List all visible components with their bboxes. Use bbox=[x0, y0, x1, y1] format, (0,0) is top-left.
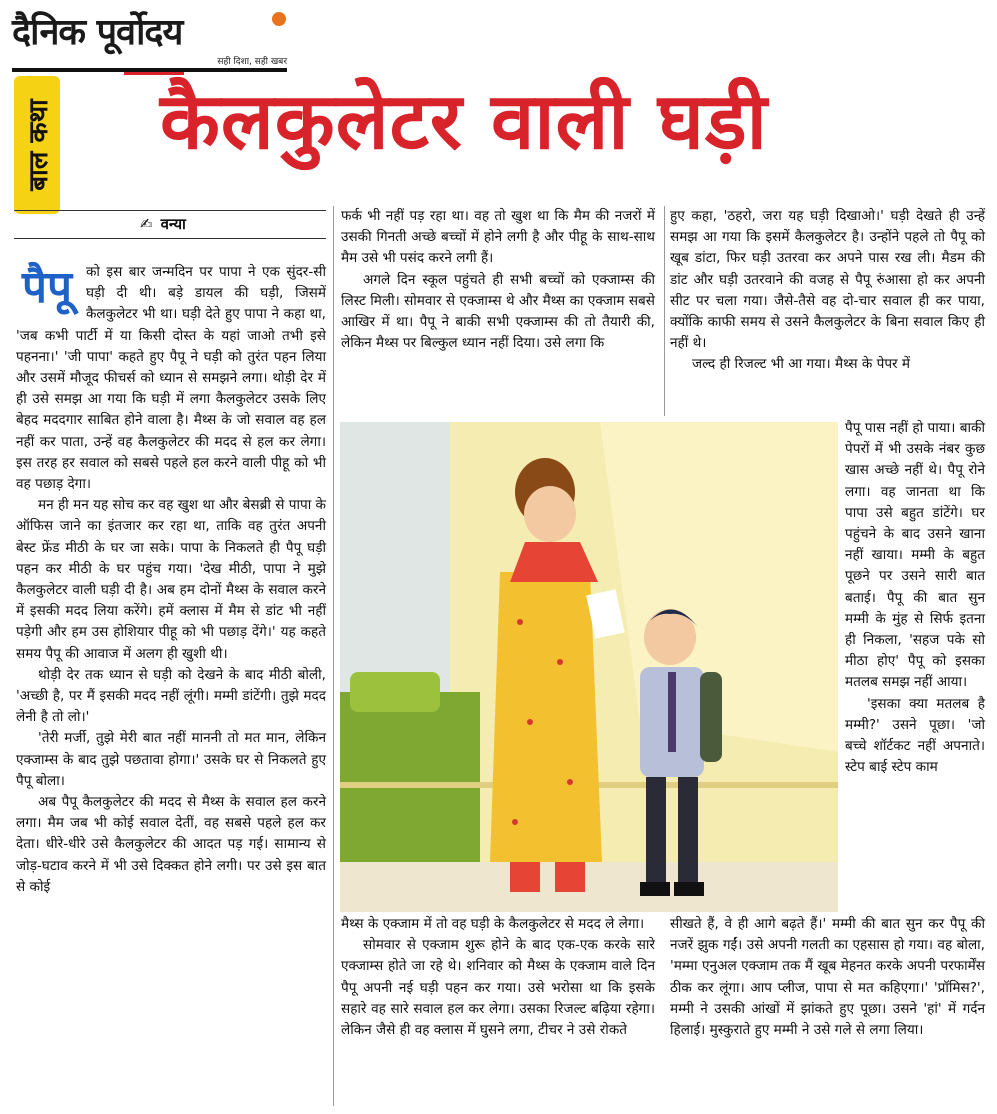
paragraph-5: अब पैपू कैलकुलेटर की मदद से मैथ्स के सवाल हल करने लगा। मैम जब भी कोई सवाल देतीं, वह सबसे पहले हल कर देता। धीरे-धीरे उसे कैलकुलेटर की आदत पड़ गई। सामान्य से जोड़-घटाव करने में भी उसे दिक्कत होने लगी। पर उसे इस बात से कोई bbox=[16, 794, 326, 895]
column-3-side bbox=[845, 418, 985, 778]
pen-icon: ✍ bbox=[140, 215, 153, 233]
paragraph-14: सीखते हैं, वे ही आगे बढ़ते हैं।' मम्मी की बात सुन कर पैपू की नजरें झुक गईं। उसे अपनी गलती का एहसास हो गया। वह बोला, 'मम्मा एनुअल एक्जाम तक मैं खूब मेहनत करके अपनी परफार्मेंस ठीक कर लूंगा। आप प्लीज, पापा से मत कहिएगा।' 'प्रॉमिस?', मम्मी ने उसकी आंखों में झांकते हुए पूछा। उसने 'हां' में गर्दन हिलाई। मुस्कुराते हुए मम्मी ने उसे गले से लगा लिया। bbox=[670, 916, 985, 1039]
column-divider-1 bbox=[333, 206, 334, 1106]
column-divider-2 bbox=[664, 206, 665, 416]
byline-bottom-rule bbox=[14, 238, 326, 239]
paragraph-13: सोमवार से एक्जाम शुरू होने के बाद एक-एक करके सारे एक्जाम्स होते जा रहे थे। शनिवार को मैथ्स के एक्जाम वाले दिन पैपू अपनी नई घड़ी पहन कर गया। उसे भरोसा था कि इसके सहारे वह सारे सवाल हल कर लेगा। उसका रिजल्ट बढ़िया रहेगा। लेकिन जैसे ही वह क्लास में घुसने लगा, टीचर ने उसे रोकते bbox=[341, 937, 655, 1039]
column-3-top bbox=[670, 206, 985, 376]
byline bbox=[140, 214, 186, 234]
section-tab bbox=[14, 76, 60, 214]
masthead-logo-dot bbox=[272, 12, 286, 26]
paragraph-2: मन ही मन यह सोच कर वह खुश था और बेसब्री से पापा के ऑफिस जाने का इंतजार कर रहा था, ताकि वह तुरंत अपनी बेस्ट फ्रेंड मीठी के घर जा सके। पापा के निकलते ही पैपू घड़ी पहन कर मीठी के घर पहुंच गया। 'देख मीठी, पापा ने मुझे कैलकुलेटर वाली घड़ी दी है। अब हम दोनों मैथ्स के सवाल करने में इसकी मदद लिया करेंगे। हमें क्लास में मैम से डांट भी नहीं पड़ेगी और हम उस होशियार पीहू को भी पछाड़ देंगे।' यह कहते समय पैपू की आवाज में अलग ही खुशी थी। bbox=[16, 497, 326, 662]
byline-author: वन्या bbox=[160, 215, 186, 233]
paragraph-12: मैथ्स के एक्जाम में तो वह घड़ी के कैलकुलेटर से मदद ले लेगा। bbox=[341, 916, 645, 932]
column-3-bottom bbox=[670, 914, 985, 1041]
byline-top-rule bbox=[14, 210, 326, 211]
column-2-bottom bbox=[341, 914, 655, 1041]
paragraph-8: हुए कहा, 'ठहरो, जरा यह घड़ी दिखाओ।' घड़ी देखते ही उन्हें समझ आ गया कि इसमें कैलकुलेटर है। उन्होंने पहले तो पैपू को खूब डांटा, फिर घड़ी उतरवा कर अपने पास रख ली। मैडम की डांट और घड़ी उतरवाने की वजह से पैपू रुंआसा हो कर अपनी सीट पर चला गया। जैसे-तैसे वह दो-चार सवाल ही कर पाया, क्योंकि काफी समय से उसने कैलकुलेटर के बिना सवाल किए ही नहीं थे। bbox=[670, 208, 985, 352]
paragraph-10: पैपू पास नहीं हो पाया। बाकी पेपरों में भी उसके नंबर कुछ खास अच्छे नहीं थे। पैपू रोने लगा। वह जानता था कि पापा उसे बहुत डांटेंगे। घर पहुंचने के बाद उसने खाना नहीं खाया। मम्मी के बहुत पूछने पर उसने सारी बात बताई। पैपू की बात सुन मम्मी के मुंह से सिर्फ इतना ही निकला, 'सहज पके सो मीठा होए' पैपू को इसका मतलब समझ नहीं आया। bbox=[845, 420, 985, 691]
paragraph-6: फर्क भी नहीं पड़ रहा था। वह तो खुश था कि मैम की नजरों में उसकी गिनती अच्छे बच्चों में होने लगी है और पीहू के साथ-साथ मैम उसे भी पसंद करने लगी हैं। bbox=[341, 208, 655, 267]
paragraph-text: को इस बार जन्मदिन पर पापा ने एक सुंदर-सी घड़ी दी थी। बड़े डायल की घड़ी, जिसमें कैलकुलेटर भी था। घड़ी देते हुए पापा ने कहा था, 'जब कभी पार्टी में या किसी दोस्त के यहां जाओ तभी इसे पहनना।' 'जी पापा' कहते हुए पैपू ने घड़ी को तुरंत पहन लिया और उसमें मौजूद फीचर्स को ध्यान से समझने लगा। थोड़ी देर में ही उसे समझ आ गया कि घड़ी में लगा कैलकुलेटर उसके लिए बेहद मददगार साबित होने वाला है। मैथ्स के जो सवाल वह हल नहीं कर पाता, उन्हें वह कैलकुलेटर की मदद से हल कर लेगा। इस तरह हर सवाल को सबसे पहले हल करने वाली पीहू को भी वह पछाड़ देगा। bbox=[16, 264, 326, 493]
masthead-accent-rule bbox=[124, 72, 184, 75]
section-label: बाल कथा bbox=[24, 99, 54, 191]
dropcap: पैपू bbox=[22, 262, 72, 313]
paragraph-9: जल्द ही रिजल्ट भी आ गया। मैथ्स के पेपर में bbox=[692, 356, 911, 373]
paragraph-4: 'तेरी मर्जी, तुझे मेरी बात नहीं माननी तो मत मान, लेकिन एक्जाम्स के बाद तुझे पछतावा होगा।' उसके घर से निकलते हुए पैपू बोला। bbox=[16, 730, 326, 789]
masthead-title: दैनिक पूर्वोदय bbox=[12, 12, 183, 53]
paragraph-7: अगले दिन स्कूल पहुंचते ही सभी बच्चों को एक्जाम्स की लिस्ट मिली। सोमवार से एक्जाम्स थे और मैथ्स का एक्जाम सबसे आखिर में था। पैपू ने बाकी सभी एक्जाम्स की तो तैयारी की, लेकिन मैथ्स पर बिल्कुल ध्यान नहीं दिया। उसे लगा कि bbox=[341, 271, 655, 352]
paragraph-11: 'इसका क्या मतलब है मम्मी?' उसने पूछा। 'जो बच्चे शॉर्टकट नहीं अपनाते। स्टेप बाई स्टेप काम bbox=[845, 695, 985, 776]
column-2-top bbox=[341, 206, 655, 354]
masthead-tagline: सही दिशा, सही खबर bbox=[217, 57, 287, 67]
masthead bbox=[12, 6, 287, 74]
column-1 bbox=[16, 262, 326, 898]
story-illustration bbox=[340, 422, 838, 912]
paragraph-3: थोड़ी देर तक ध्यान से घड़ी को देखने के बाद मीठी बोली, 'अच्छी है, पर मैं इसकी मदद नहीं लूंगी। मम्मी डांटेंगी। तुझे मदद लेनी है तो लो।' bbox=[16, 666, 326, 726]
paragraph-1 bbox=[16, 262, 326, 495]
headline: कैलकुलेटर वाली घड़ी bbox=[160, 77, 768, 167]
